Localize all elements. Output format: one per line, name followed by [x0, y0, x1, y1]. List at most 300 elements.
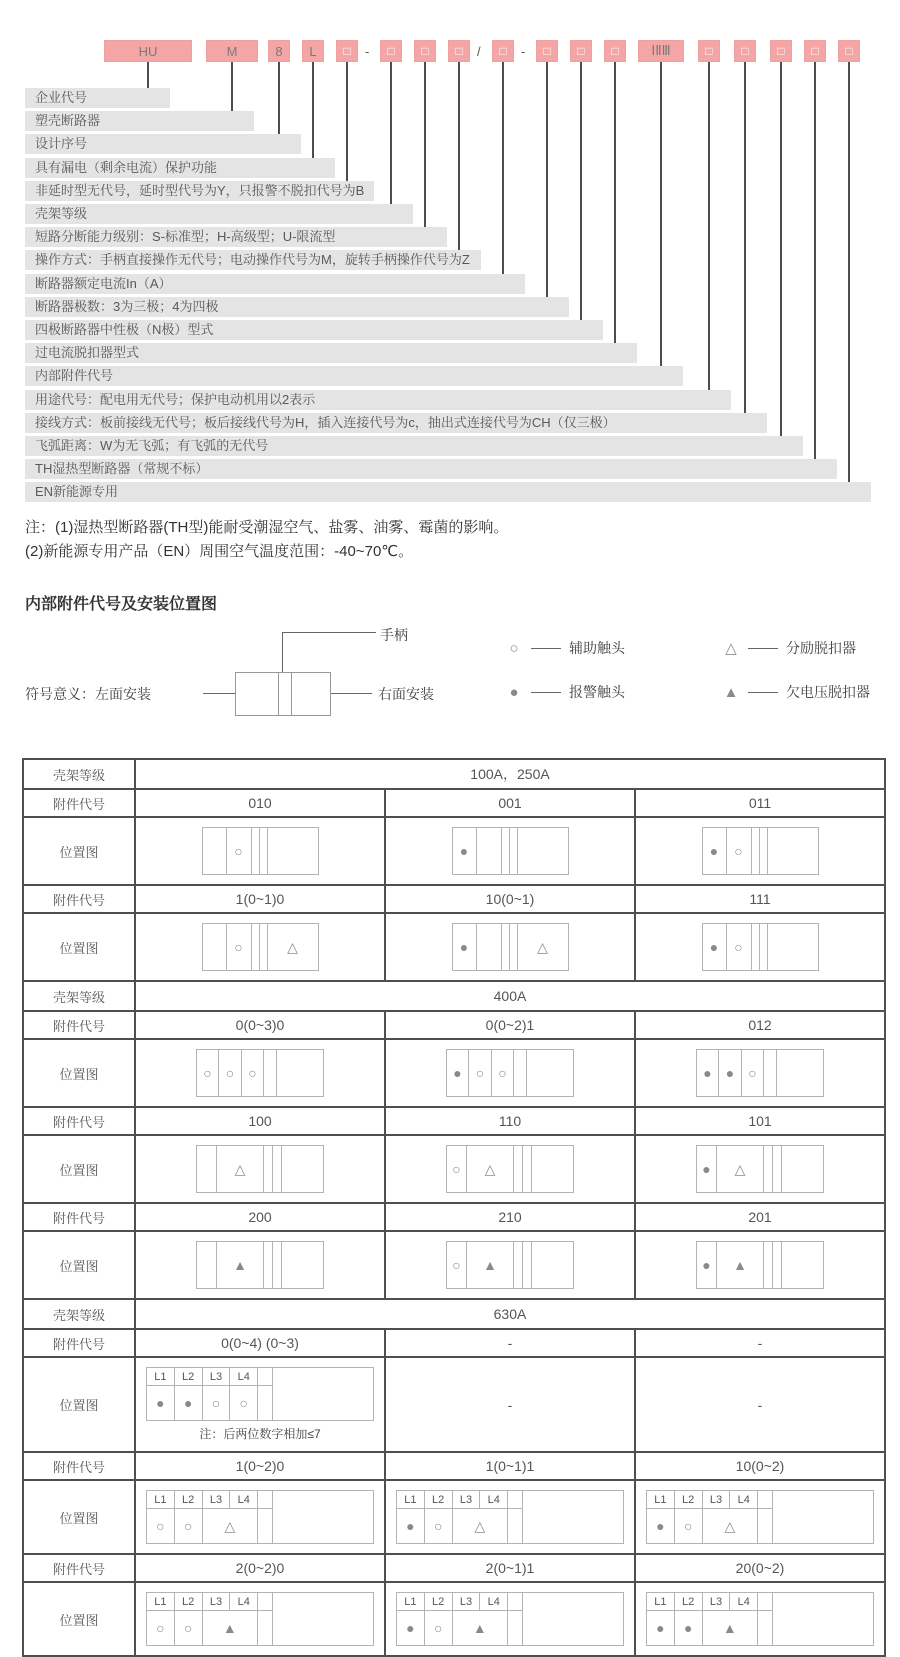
right-connector-line: [331, 693, 372, 694]
diagram-cell: [719, 1050, 742, 1096]
position-diagram-cell: [635, 817, 885, 885]
accessory-symbol: ○: [248, 1065, 257, 1081]
labeled-diagram-header: [397, 1593, 522, 1611]
position-diagram-cell: [135, 1480, 385, 1554]
diagram-cell: [527, 1050, 573, 1096]
accessory-symbol: ▲: [233, 1257, 247, 1273]
diagram-cell: [282, 1146, 323, 1192]
labeled-diagram-box: [146, 1367, 374, 1421]
row-header-code: 附件代号: [23, 1203, 135, 1231]
accessory-code-cell: 1(0~1)0: [135, 885, 385, 913]
model-code-box: □: [536, 40, 558, 62]
pole-header-label: L1: [654, 1595, 667, 1608]
position-diagram: [196, 1145, 324, 1193]
accessory-code-cell: 011: [635, 789, 885, 817]
diagram-cell: [453, 828, 477, 874]
position-diagram-cell: [635, 1480, 885, 1554]
labeled-diagram-columns: [397, 1491, 523, 1543]
pole-header-label: L2: [182, 1493, 195, 1506]
accessory-symbol: ○: [683, 1518, 693, 1534]
labeled-diagram-symbol-row: [647, 1611, 772, 1645]
note-line-2: (2)新能源专用产品（EN）周围空气温度范围：-40~70℃。: [25, 543, 414, 560]
position-diagram: [452, 827, 569, 875]
pole-header-cell: [508, 1491, 522, 1508]
model-code-box: □: [414, 40, 436, 62]
legend-symbol-icon: △: [725, 639, 737, 657]
diagram-cell: [453, 1509, 509, 1543]
position-diagram-labeled: [646, 1490, 874, 1544]
diagram-cell: [467, 1146, 514, 1192]
accessory-code-row: [23, 1011, 885, 1039]
note-line-1: 注：(1)湿热型断路器(TH型)能耐受潮湿空气、盐雾、油雾、霉菌的影响。: [25, 519, 509, 536]
diagram-cell: [773, 1146, 782, 1192]
diagram-cell: [510, 828, 518, 874]
row-header-code: 附件代号: [23, 885, 135, 913]
diagram-cell: [508, 1509, 522, 1543]
row-header-code: 附件代号: [23, 1329, 135, 1357]
labeled-diagram-symbol-row: [397, 1611, 522, 1645]
labeled-diagram-symbol-row: [147, 1386, 272, 1420]
accessory-code-cell: -: [635, 1329, 885, 1357]
pole-header-cell: [480, 1491, 508, 1508]
pole-header-label: L4: [237, 1370, 250, 1383]
position-diagram-cell: [385, 817, 635, 885]
pole-header-cell: [703, 1593, 731, 1610]
diagram-cell: [477, 924, 502, 970]
accessory-symbol: ●: [656, 1518, 665, 1534]
model-code-box: M: [206, 40, 258, 62]
model-connector-line: [278, 62, 280, 134]
accessory-symbol: ○: [183, 1518, 193, 1534]
diagram-cell: [514, 1242, 523, 1288]
accessory-code-cell: 0(0~4) (0~3): [135, 1329, 385, 1357]
legend-symbol-icon: ▲: [723, 683, 739, 701]
pole-header-cell: [703, 1491, 731, 1508]
diagram-cell: [273, 1146, 282, 1192]
position-diagram: [446, 1049, 574, 1097]
position-diagram-cell: [135, 1039, 385, 1107]
model-connector-line: [312, 62, 314, 158]
position-diagram: [696, 1145, 824, 1193]
legend-dash-line: [748, 692, 778, 693]
position-diagram-labeled: [146, 1367, 374, 1442]
model-label-bar: 内部附件代号: [25, 366, 683, 386]
legend-item: [505, 638, 625, 658]
diagram-cell: [230, 1386, 258, 1420]
pole-header-cell: [675, 1593, 703, 1610]
pole-header-cell: [730, 1491, 758, 1508]
accessory-code-cell: 2(0~2)0: [135, 1554, 385, 1582]
diagram-cell: [518, 828, 568, 874]
diagram-cell: [447, 1050, 469, 1096]
pole-header-cell: [425, 1593, 453, 1610]
position-diagram-cell: [135, 1135, 385, 1203]
diagram-cell: [217, 1146, 264, 1192]
accessory-symbol: △: [287, 939, 298, 955]
accessory-symbol: ○: [748, 1065, 757, 1081]
diagram-cell: [203, 1386, 231, 1420]
pole-header-cell: [675, 1491, 703, 1508]
diagram-cell: [227, 828, 252, 874]
accessory-symbol: ○: [734, 939, 743, 955]
position-diagram: [446, 1241, 574, 1289]
position-diagram-row: [23, 1480, 885, 1554]
labeled-diagram-columns: [647, 1491, 773, 1543]
install-box-middle-cell: [278, 673, 292, 715]
model-connector-line: [708, 62, 710, 390]
accessory-symbol: ○: [734, 843, 743, 859]
labeled-diagram-right-area: [273, 1491, 373, 1543]
diagram-cell: [758, 1509, 772, 1543]
position-diagram: [452, 923, 569, 971]
position-diagram: [696, 1241, 824, 1289]
diagram-cell: [273, 1242, 282, 1288]
accessory-symbol: ▲: [722, 1620, 737, 1636]
position-diagram-cell: [635, 1135, 885, 1203]
labeled-diagram-columns: [647, 1593, 773, 1645]
diagram-cell: [492, 1050, 514, 1096]
pole-header-label: L3: [209, 1595, 223, 1608]
accessory-symbol: ●: [459, 939, 469, 955]
handle-line-vertical: [282, 632, 283, 672]
pole-header-cell: [258, 1368, 272, 1385]
accessory-code-cell: 110: [385, 1107, 635, 1135]
diagram-cell: [252, 924, 260, 970]
labeled-diagram-right-area: [773, 1491, 873, 1543]
diagram-cell: [260, 924, 268, 970]
row-header-position: 位置图: [23, 913, 135, 981]
model-code-separator: /: [477, 43, 481, 59]
pole-header-cell: [758, 1491, 772, 1508]
legend-item-label: 报警触头: [569, 684, 625, 700]
pole-header-cell: [147, 1593, 175, 1610]
pole-header-cell: [203, 1491, 231, 1508]
diagram-cell: [760, 924, 768, 970]
position-diagram-cell: [635, 1231, 885, 1299]
labeled-diagram-header: [147, 1593, 272, 1611]
diagram-cell: [502, 924, 510, 970]
diagram-cell: [717, 1146, 764, 1192]
diagram-cell: [203, 828, 227, 874]
model-code-box: □: [804, 40, 826, 62]
notes: [25, 516, 508, 564]
model-label-bar: 非延时型无代号，延时型代号为Y，只报警不脱扣代号为B: [25, 181, 374, 201]
diagram-cell: [258, 1509, 272, 1543]
pole-header-label: L2: [182, 1370, 195, 1383]
position-diagram-labeled: [646, 1592, 874, 1646]
labeled-diagram-box: [646, 1490, 874, 1544]
accessory-symbol: ▲: [483, 1257, 497, 1273]
labeled-diagram-columns: [397, 1593, 523, 1645]
model-code-diagram: [0, 30, 900, 515]
diagram-cell: [647, 1611, 675, 1645]
model-connector-line: [390, 62, 392, 204]
accessory-symbol: ○: [211, 1395, 221, 1411]
labeled-diagram-box: [146, 1490, 374, 1544]
pole-header-cell: [175, 1368, 203, 1385]
pole-header-cell: [453, 1491, 481, 1508]
diagram-cell: [703, 828, 727, 874]
labeled-diagram-right-area: [523, 1593, 623, 1645]
pole-header-label: L3: [459, 1595, 473, 1608]
accessory-symbol: ○: [156, 1620, 165, 1636]
accessory-symbol: ○: [234, 843, 243, 859]
accessory-symbol: ●: [656, 1620, 665, 1636]
accessory-code-cell: 0(0~2)1: [385, 1011, 635, 1039]
pole-header-label: L2: [182, 1595, 195, 1608]
accessory-symbol: ●: [725, 1065, 735, 1081]
model-connector-line: [780, 62, 782, 436]
diagram-cell: [764, 1050, 777, 1096]
pole-header-cell: [258, 1593, 272, 1610]
diagram-cell: [697, 1146, 717, 1192]
diagram-cell: [242, 1050, 264, 1096]
position-diagram-cell: [135, 1582, 385, 1656]
model-connector-line: [814, 62, 816, 459]
position-diagram: [702, 923, 819, 971]
labeled-diagram-right-area: [523, 1491, 623, 1543]
pole-header-label: L3: [709, 1493, 723, 1506]
labeled-diagram-columns: [147, 1368, 273, 1420]
position-diagram-row: [23, 1231, 885, 1299]
accessory-symbol: ●: [709, 843, 719, 859]
model-label-bar: 短路分断能力级别：S-标准型；H-高级型；U-限流型: [25, 227, 447, 247]
diagram-cell: [453, 1611, 509, 1645]
labeled-diagram-symbol-row: [397, 1509, 522, 1543]
diagram-cell: [264, 1146, 273, 1192]
legend-item: [505, 682, 625, 702]
model-label-bar: EN新能源专用: [25, 482, 871, 502]
model-label-bar: 断路器额定电流In（A）: [25, 274, 525, 294]
diagram-cell: [523, 1146, 532, 1192]
diagram-cell: [752, 924, 760, 970]
accessory-symbol: ●: [703, 1065, 712, 1081]
pole-header-cell: [175, 1593, 203, 1610]
frame-rating-row: [23, 759, 885, 789]
accessory-code-cell: 010: [135, 789, 385, 817]
labeled-diagram-box: [146, 1592, 374, 1646]
row-header-frame: 壳架等级: [23, 1299, 135, 1329]
pole-header-cell: [230, 1491, 258, 1508]
diagram-cell: [523, 1242, 532, 1288]
meaning-left-label: 符号意义：左面安装: [25, 686, 151, 702]
diagram-cell: [742, 1050, 764, 1096]
accessory-code-cell: 201: [635, 1203, 885, 1231]
accessory-code-cell: 012: [635, 1011, 885, 1039]
diagram-cell: [264, 1050, 277, 1096]
model-label-bar: 接线方式：板前接线无代号；板后接线代号为H，插入连接代号为c，抽出式连接代号为CH（仅三极）: [25, 413, 767, 433]
breaker-install-box: [235, 672, 331, 716]
row-header-frame: 壳架等级: [23, 759, 135, 789]
accessory-code-row: [23, 1554, 885, 1582]
position-diagram-row: [23, 1039, 885, 1107]
diagram-cell: [258, 1386, 272, 1420]
empty-dash: -: [757, 1396, 763, 1413]
accessory-symbol: ▲: [222, 1620, 237, 1636]
pole-header-cell: [730, 1593, 758, 1610]
diagram-cell: [147, 1386, 175, 1420]
position-diagram-cell: [385, 1480, 635, 1554]
labeled-diagram-symbol-row: [647, 1509, 772, 1543]
accessory-code-cell: 20(0~2): [635, 1554, 885, 1582]
accessory-symbol: ●: [406, 1518, 415, 1534]
diagram-cell: [760, 828, 768, 874]
accessory-symbol: ○: [452, 1161, 461, 1177]
accessory-symbol: △: [724, 1518, 736, 1534]
position-diagram-cell: [135, 913, 385, 981]
position-diagram-row: [23, 1357, 885, 1452]
pole-header-cell: [758, 1593, 772, 1610]
accessory-code-row: [23, 885, 885, 913]
accessory-code-row: [23, 789, 885, 817]
diagram-cell: [453, 924, 477, 970]
accessory-code-cell: 1(0~1)1: [385, 1452, 635, 1480]
accessory-code-cell: 100: [135, 1107, 385, 1135]
model-code-separator: -: [521, 43, 526, 59]
pole-header-label: L1: [654, 1493, 667, 1506]
diagram-cell: [203, 1509, 259, 1543]
model-connector-line: [614, 62, 616, 343]
diagram-cell: [397, 1611, 425, 1645]
accessory-symbol: ○: [475, 1065, 485, 1081]
model-connector-line: [147, 62, 149, 88]
diagram-cell: [502, 828, 510, 874]
pole-header-cell: [203, 1368, 231, 1385]
accessory-table-wrap: [22, 758, 886, 1657]
accessory-code-cell: 001: [385, 789, 635, 817]
diagram-cell: [675, 1509, 703, 1543]
accessory-symbol: ●: [459, 843, 469, 859]
diagram-cell: [197, 1146, 217, 1192]
pole-header-cell: [647, 1491, 675, 1508]
diagram-cell: [447, 1146, 467, 1192]
model-code-box: □: [838, 40, 860, 62]
handle-line: [282, 632, 376, 633]
accessory-symbol: ●: [406, 1620, 415, 1636]
position-diagram: [202, 827, 319, 875]
position-diagram-row: [23, 913, 885, 981]
pole-header-label: L3: [209, 1370, 223, 1383]
pole-header-label: L4: [487, 1595, 500, 1608]
diagram-cell: [467, 1242, 514, 1288]
legend-dash-line: [748, 648, 778, 649]
accessory-symbol: ●: [156, 1395, 165, 1411]
diagram-cell: [147, 1509, 175, 1543]
position-diagram-labeled: [146, 1490, 374, 1544]
accessory-symbol: △: [224, 1518, 236, 1534]
pole-header-cell: [397, 1491, 425, 1508]
position-diagram-row: [23, 817, 885, 885]
model-label-bar: 壳架等级: [25, 204, 413, 224]
legend-item-label: 欠电压脱扣器: [786, 684, 870, 700]
position-diagram-cell: [135, 1357, 385, 1452]
accessory-symbol: △: [734, 1161, 746, 1177]
pole-header-label: L2: [682, 1493, 695, 1506]
model-label-bar: 断路器极数：3为三极；4为四极: [25, 297, 569, 317]
pole-header-label: L4: [237, 1595, 250, 1608]
model-label-bar: TH湿热型断路器（常规不标）: [25, 459, 837, 479]
pole-header-cell: [147, 1491, 175, 1508]
frame-rating-value: 100A，250A: [135, 759, 885, 789]
model-connector-line: [744, 62, 746, 413]
accessory-code-cell: 210: [385, 1203, 635, 1231]
accessory-symbol: ●: [453, 1065, 462, 1081]
legend-item: [722, 638, 856, 658]
model-code-box: 8: [268, 40, 290, 62]
accessory-symbol: ●: [702, 1161, 711, 1177]
accessory-code-cell: 200: [135, 1203, 385, 1231]
accessory-code-cell: -: [385, 1329, 635, 1357]
accessory-symbol: ○: [203, 1065, 212, 1081]
model-label-bar: 过电流脱扣器型式: [25, 343, 637, 363]
model-label-bar: 飞弧距离：W为无飞弧；有飞弧的无代号: [25, 436, 803, 456]
position-diagram-cell: [385, 1135, 635, 1203]
diagram-cell: [703, 924, 727, 970]
pole-header-label: L1: [154, 1370, 167, 1383]
diagram-cell: [425, 1611, 453, 1645]
accessory-symbol: △: [484, 1161, 496, 1177]
legend-symbol-icon: ○: [509, 639, 519, 657]
position-diagram-row: [23, 1582, 885, 1656]
model-code-box: □: [734, 40, 756, 62]
pole-header-label: L3: [459, 1493, 473, 1506]
accessory-code-cell: 111: [635, 885, 885, 913]
accessory-symbol: ▲: [733, 1257, 747, 1273]
legend-item-label: 辅助触头: [569, 640, 625, 656]
diagram-cell: [647, 1509, 675, 1543]
position-diagram: [196, 1241, 324, 1289]
accessory-code-row: [23, 1107, 885, 1135]
position-diagram: [702, 827, 819, 875]
diagram-cell: [203, 924, 227, 970]
pole-header-cell: [230, 1593, 258, 1610]
diagram-cell: [727, 924, 752, 970]
legend-item-label: 分励脱扣器: [786, 640, 856, 656]
position-diagram-labeled: [396, 1592, 624, 1646]
pole-header-cell: [147, 1368, 175, 1385]
labeled-diagram-box: [396, 1490, 624, 1544]
model-connector-line: [580, 62, 582, 320]
accessory-symbol: ○: [433, 1620, 443, 1636]
diagram-cell: [264, 1242, 273, 1288]
row-header-position: 位置图: [23, 1357, 135, 1452]
diagram-cell: [203, 1611, 259, 1645]
diagram-cell: [258, 1611, 272, 1645]
legend-symbol-icon: ●: [509, 683, 519, 701]
pole-header-label: L1: [404, 1493, 417, 1506]
accessory-code-row: [23, 1452, 885, 1480]
model-connector-line: [848, 62, 850, 482]
model-code-box: □: [698, 40, 720, 62]
labeled-diagram-symbol-row: [147, 1611, 272, 1645]
pole-header-label: L4: [737, 1595, 750, 1608]
position-diagram-cell: [385, 1357, 635, 1452]
model-code-box: □: [336, 40, 358, 62]
position-diagram-labeled: [396, 1490, 624, 1544]
diagram-cell: [768, 924, 818, 970]
pole-header-label: L1: [154, 1595, 167, 1608]
accessory-symbol: ○: [433, 1518, 443, 1534]
diagram-cell: [777, 1050, 823, 1096]
accessory-symbol: ○: [156, 1518, 165, 1534]
diagram-cell: [782, 1146, 823, 1192]
position-diagram: [202, 923, 319, 971]
diagram-cell: [717, 1242, 764, 1288]
accessory-symbol: ○: [498, 1065, 507, 1081]
model-code-box: □: [570, 40, 592, 62]
diagram-cell: [508, 1611, 522, 1645]
position-diagram: [196, 1049, 324, 1097]
